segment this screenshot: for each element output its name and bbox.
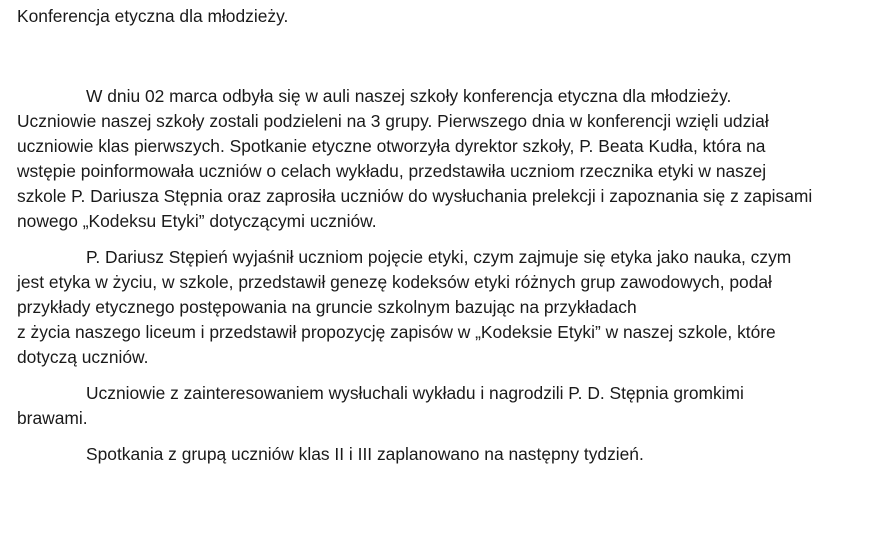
paragraph-line: jest etyka w życiu, w szkole, przedstawił genezę kodeksów etyki różnych grup zawodowych, podał: [17, 272, 772, 292]
paragraph-line: Spotkania z grupą uczniów klas II i III zaplanowano na następny tydzień.: [86, 444, 644, 464]
paragraph-line: z życia naszego liceum i przedstawił propozycję zapisów w „Kodeksie Etyki” w naszej szkole, które: [17, 322, 776, 342]
paragraph-line: Uczniowie naszej szkoły zostali podzieleni na 3 grupy. Pierwszego dnia w konferencji wzięli udział: [17, 111, 769, 131]
document-title: Konferencja etyczna dla młodzieży.: [17, 6, 289, 26]
paragraph-line: Uczniowie z zainteresowaniem wysłuchali wykładu i nagrodzili P. D. Stępnia gromkimi: [86, 383, 744, 403]
paragraph-3: [17, 381, 889, 431]
paragraph-1: [17, 84, 889, 234]
paragraph-line: nowego „Kodeksu Etyki” dotyczącymi uczniów.: [17, 211, 377, 231]
paragraph-line: W dniu 02 marca odbyła się w auli naszej szkoły konferencja etyczna dla młodzieży.: [86, 86, 732, 106]
paragraph-line: szkole P. Dariusza Stępnia oraz zaprosiła uczniów do wysłuchania prelekcji i zapoznania się z zapisami: [17, 186, 813, 206]
paragraph-line: uczniowie klas pierwszych. Spotkanie etyczne otworzyła dyrektor szkoły, P. Beata Kudła, która na: [17, 136, 766, 156]
paragraph-line: wstępie poinformowała uczniów o celach wykładu, przedstawiła uczniom rzecznika etyki w naszej: [17, 161, 767, 181]
paragraph-line: P. Dariusz Stępień wyjaśnił uczniom pojęcie etyki, czym zajmuje się etyka jako nauka, czym: [86, 247, 792, 267]
paragraph-line: brawami.: [17, 408, 88, 428]
paragraph-2: [17, 245, 889, 370]
document-body: [17, 4, 889, 478]
paragraph-line: przykłady etycznego postępowania na gruncie szkolnym bazując na przykładach: [17, 297, 637, 317]
paragraph-line: dotyczą uczniów.: [17, 347, 149, 367]
paragraph-4: [17, 442, 889, 467]
